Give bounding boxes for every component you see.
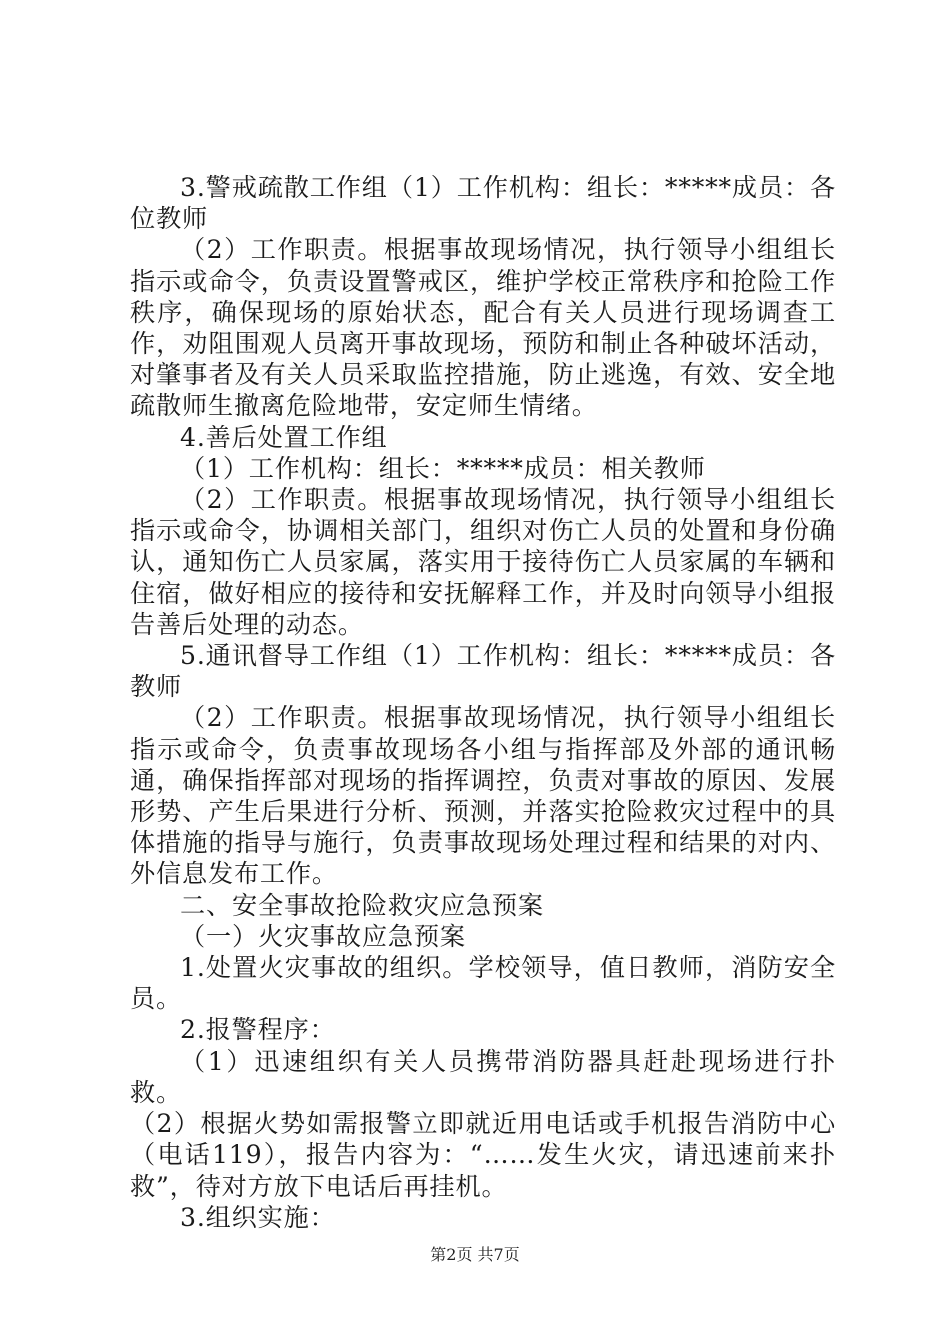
paragraph-communication-duties: （2）工作职责。根据事故现场情况，执行领导小组组长指示或命令，负责事故现场各小组与指挥部及外部的通讯畅通，确保指挥部对现场的指挥调控，负责对事故的原因、发展形势、产生后果进行分析、预测，并落实抢险救灾过程中的具体措施的指导与施行，负责事故现场处理过程和结果的对内、外信息发布工作。 — [130, 703, 836, 889]
subsection-heading-fire-plan: （一）火灾事故应急预案 — [180, 921, 466, 951]
paragraph-evacuation-duties: （2）工作职责。根据事故现场情况，执行领导小组组长指示或命令，负责设置警戒区，维护学校正常秩序和抢险工作秩序，确保现场的原始状态，配合有关人员进行现场调查工作，劝阻围观人员离开事故现场，预防和制止各种破坏活动，对肇事者及有关人员采取监控措施，防止逃逸，有效、安全地疏散师生撤离危险地带，安定师生情绪。 — [130, 235, 836, 421]
paragraph-aftermath-duties: （2）工作职责。根据事故现场情况，执行领导小组组长指示或命令，协调相关部门，组织对伤亡人员的处置和身份确认，通知伤亡人员家属，落实用于接待伤亡人员家属的车辆和住宿，做好相应的接待和安抚解释工作，并及时向领导小组报告善后处理的动态。 — [130, 485, 836, 639]
paragraph-communication-group: 5.通讯督导工作组（1）工作机构：组长：*****成员：各教师 — [130, 641, 836, 702]
paragraph-fire-organization: 1.处置火灾事故的组织。学校领导，值日教师，消防安全员。 — [130, 953, 836, 1014]
section-heading-rescue-plan: 二、安全事故抢险救灾应急预案 — [180, 890, 544, 920]
paragraph-aftermath-group: 4.善后处置工作组 — [180, 422, 388, 452]
document-body — [130, 172, 836, 1233]
paragraph-alarm-step-1: （1）迅速组织有关人员携带消防器具赶赴现场进行扑救。 — [130, 1046, 836, 1107]
paragraph-evacuation-group: 3.警戒疏散工作组（1）工作机构：组长：*****成员：各位教师 — [130, 173, 836, 234]
paragraph-aftermath-organization: （1）工作机构：组长：*****成员：相关教师 — [180, 453, 706, 483]
paragraph-alarm-procedure: 2.报警程序： — [180, 1015, 336, 1045]
page-number: 第2页 共7页 — [430, 1245, 520, 1264]
paragraph-alarm-step-2: （2）根据火势如需报警立即就近用电话或手机报告消防中心（电话119），报告内容为：“……发生火灾，请迅速前来扑救”，待对方放下电话后再挂机。 — [130, 1109, 836, 1201]
paragraph-implementation: 3.组织实施： — [180, 1202, 336, 1232]
